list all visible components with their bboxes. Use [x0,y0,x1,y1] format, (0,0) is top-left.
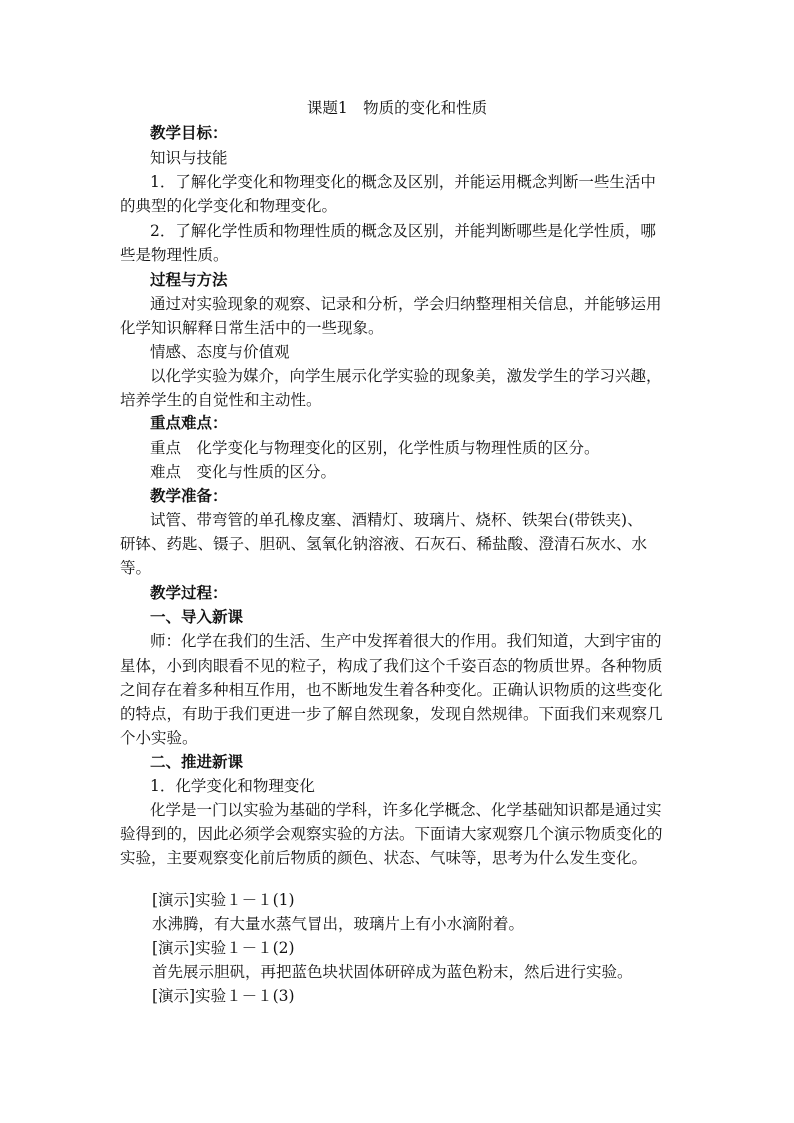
paragraph-line: 的特点，有助于我们更进一步了解自然现象，发现自然规律。下面我们来观察几 [120,705,663,723]
paragraph-line: 1．了解化学变化和物理变化的概念及区别，并能运用概念判断一些生活中 [150,173,656,191]
paragraph-line: 通过对实验现象的观察、记录和分析，学会归纳整理相关信息，并能够运用 [150,295,662,313]
demo-label: [演示]实验１－１(2) [152,939,295,957]
heading-teaching-process: 教学过程： [150,583,228,602]
subsection-heading: 1．化学变化和物理变化 [150,777,315,795]
paragraph-line: 首先展示胆矾，再把蓝色块状固体研碎成为蓝色粉末，然后进行实验。 [152,963,633,981]
paragraph-line: 之间存在着多种相互作用，也不断地发生着各种变化。正确认识物质的这些变化 [120,681,663,699]
paragraph-line: 星体，小到肉眼看不见的粒子，构成了我们这个千姿百态的物质世界。各种物质 [120,657,663,675]
paragraph-line: 个小实验。 [120,729,198,747]
paragraph-line: 些是物理性质。 [120,246,229,264]
paragraph-line: 的典型的化学变化和物理变化。 [120,197,338,215]
paragraph-line: 等。 [120,559,152,577]
paragraph-line: 以化学实验为媒介，向学生展示化学实验的现象美，激发学生的学习兴趣， [150,367,662,385]
paragraph-line: 培养学生的自觉性和主动性。 [120,391,322,409]
paragraph-line: 2．了解化学性质和物理性质的概念及区别，并能判断哪些是化学性质，哪 [150,222,656,240]
section-heading-intro: 一、导入新课 [150,607,244,626]
paragraph-line: 研钵、药匙、镊子、胆矾、氢氧化钠溶液、石灰石、稀盐酸、澄清石灰水、水 [120,535,648,553]
paragraph-line: 水沸腾，有大量水蒸气冒出，玻璃片上有小水滴附着。 [152,915,525,933]
key-point-line: 重点 化学变化与物理变化的区别，化学性质与物理性质的区分。 [150,439,600,457]
demo-label: [演示]实验１－１(3) [152,987,295,1005]
heading-teaching-goals: 教学目标： [150,123,228,142]
heading-preparation: 教学准备： [150,486,228,505]
paragraph-line: 化学是一门以实验为基础的学科，许多化学概念、化学基础知识都是通过实 [150,801,662,819]
subheading-knowledge-skills: 知识与技能 [150,149,228,167]
paragraph-line: 化学知识解释日常生活中的一些现象。 [120,319,384,337]
demo-label: [演示]实验１－１(1) [152,891,295,909]
paragraph-line: 验得到的，因此必须学会观察实验的方法。下面请大家观察几个演示物质变化的 [120,825,663,843]
heading-key-points: 重点难点： [150,413,228,432]
lesson-title: 课题1 物质的变化和性质 [306,99,488,117]
paragraph-line: 实验，主要观察变化前后物质的颜色、状态、气味等，思考为什么发生变化。 [120,849,648,867]
subheading-attitude-values: 情感、态度与价值观 [150,343,290,361]
subheading-process-methods: 过程与方法 [150,270,228,289]
section-heading-new-lesson: 二、推进新课 [150,752,244,771]
difficulty-line: 难点 变化与性质的区分。 [150,463,337,481]
paragraph-line: 师：化学在我们的生活、生产中发挥着很大的作用。我们知道，大到宇宙的 [150,632,662,650]
paragraph-line: 试管、带弯管的单孔橡皮塞、酒精灯、玻璃片、烧杯、铁架台(带铁夹)、 [150,511,643,529]
